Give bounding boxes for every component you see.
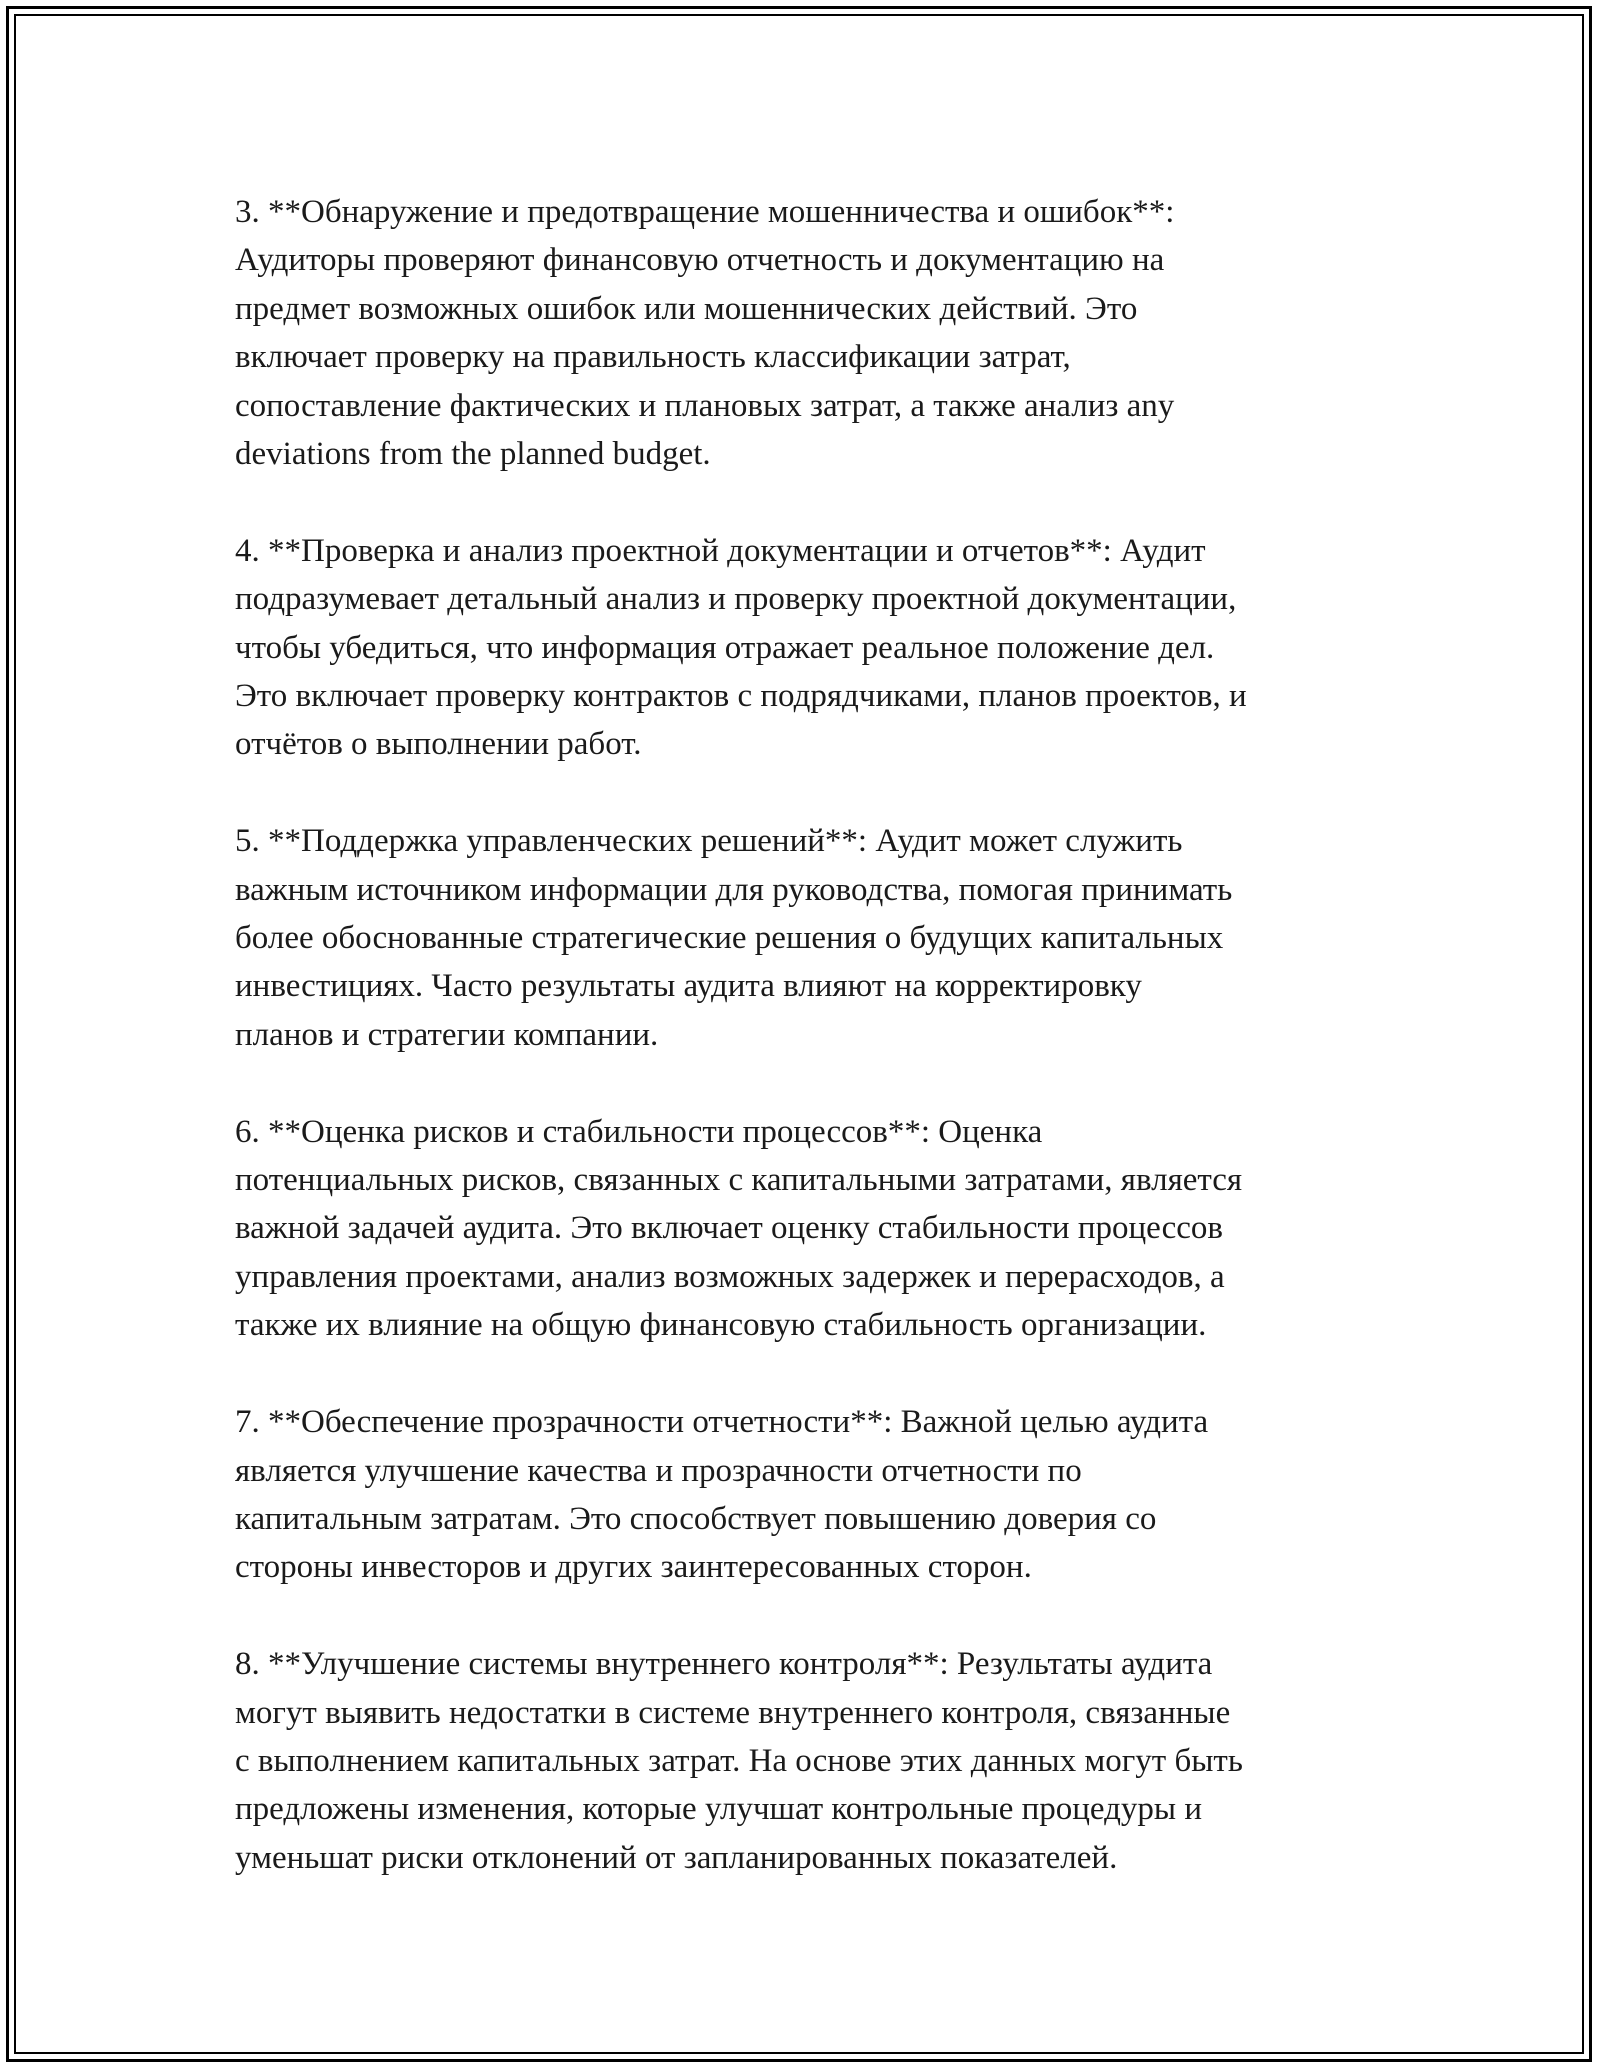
paragraph-item-5: 5. **Поддержка управленческих решений**: Аудит может служить важным источником информации для руководства, помогая принимать более обоснованные стратегические решения о будущих капитальных инвестициях. Часто результаты аудита влияют на корректировку планов и стратегии компании. [235, 823, 1233, 1053]
paragraph-item-4: 4. **Проверка и анализ проектной документации и отчетов**: Аудит подразумевает детальный анализ и проверку проектной документации, чтобы убедиться, что информация отражает реальное положение дел. Это включает проверку контрактов с подрядчиками, планов проектов, и отчётов о выполнении работ. [235, 532, 1247, 763]
paragraph-item-8: 8. **Улучшение системы внутреннего контроля**: Результаты аудита могут выявить недостатки в системе внутреннего контроля, связанные с выполнением капитальных затрат. На основе этих данных могут быть предложены изменения, которые улучшат контрольные процедуры и уменьшат риски отклонений от запланированных показателей. [235, 1646, 1243, 1876]
document-body [235, 188, 1385, 1931]
paragraph-item-3: 3. **Обнаружение и предотвращение мошенничества и ошибок**: Аудиторы проверяют финансовую отчетность и документацию на предмет возможных ошибок или мошеннических действий. Это включает проверку на правильность классификации затрат, сопоставление фактических и плановых затрат, а также анализ any deviations from the planned budget. [235, 194, 1175, 473]
paragraph-item-7: 7. **Обеспечение прозрачности отчетности**: Важной целью аудита является улучшение качества и прозрачности отчетности по капитальным затратам. Это способствует повышению доверия со стороны инвесторов и других заинтересованных сторон. [235, 1404, 1209, 1586]
paragraph-item-6: 6. **Оценка рисков и стабильности процессов**: Оценка потенциальных рисков, связанных с капитальными затратами, является важной задачей аудита. Это включает оценку стабильности процессов управления проектами, анализ возможных задержек и перерасходов, а также их влияние на общую финансовую стабильность организации. [235, 1113, 1243, 1344]
